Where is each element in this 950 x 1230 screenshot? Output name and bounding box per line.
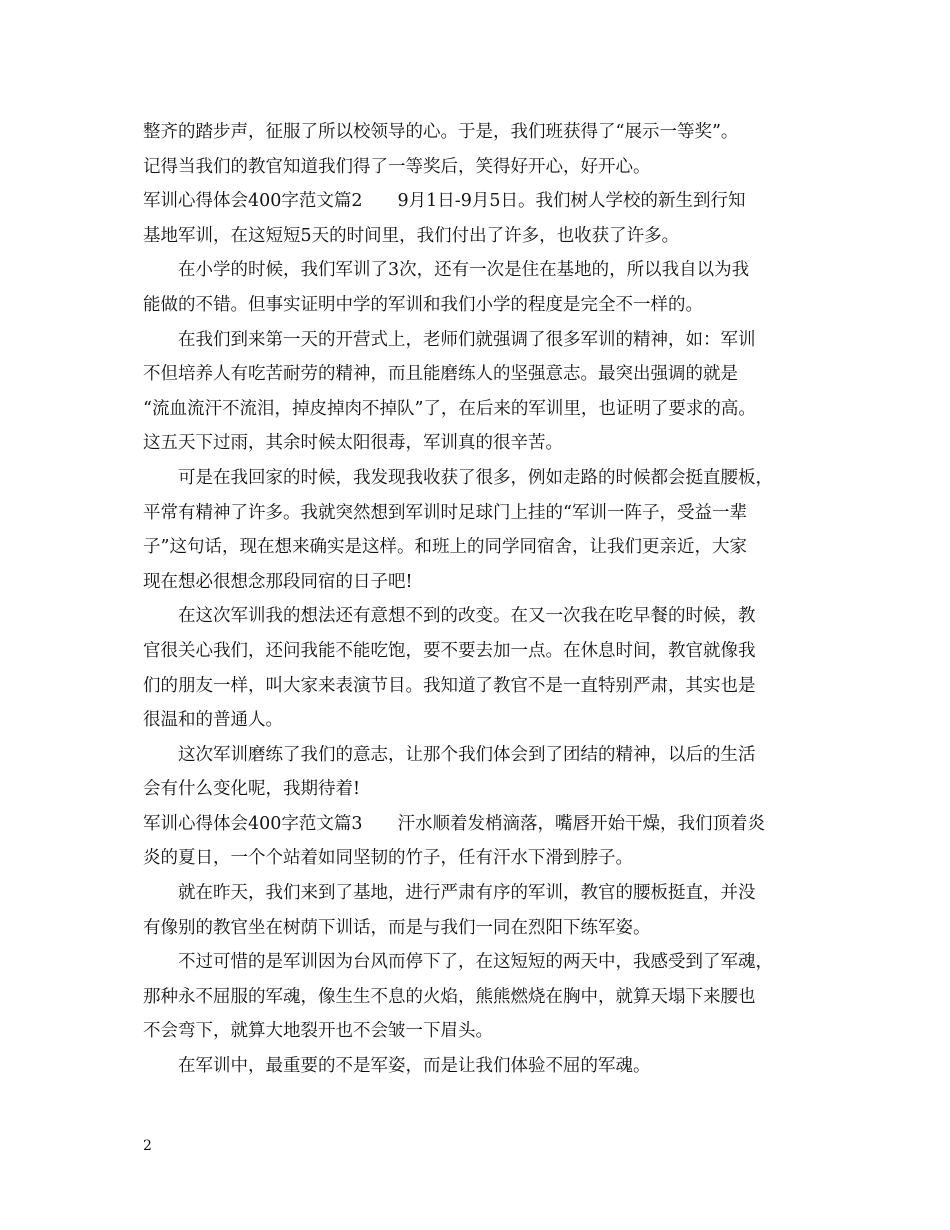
document-body [143,115,813,1084]
text-line: 有像别的教官坐在树荫下训话，而是与我们一同在烈阳下练军姿。 [143,917,651,938]
text-line: 就在昨天，我们来到了基地，进行严肃有序的军训，教官的腰板挺直，并没 [178,883,756,904]
text-line: 这次军训磨练了我们的意志，让那个我们体会到了团结的精神，以后的生活 [178,744,756,765]
text-line: 不会弯下，就算大地裂开也不会皱一下眉头。 [143,1021,493,1042]
text-line: 在军训中，最重要的不是军姿，而是让我们体验不屈的军魂。 [178,1056,651,1077]
text-line: “流血流汗不流泪，掉皮掉肉不掉队”了，在后来的军训里，也证明了要求的高。 [143,398,756,419]
text-line: 现在想必很想念那段同宿的日子吧! [143,571,413,592]
text-line: 炎的夏日，一个个站着如同坚韧的竹子，任有汗水下滑到脖子。 [143,848,633,869]
text-line: 很温和的普通人。 [143,710,283,731]
text-line: 们的朋友一样，叫大家来表演节目。我知道了教官不是一直特别严肃，其实也是 [143,675,756,696]
text-line: 在这次军训我的想法还有意想不到的改变。在又一次我在吃早餐的时候，教 [178,606,756,627]
text-line: 整齐的踏步声，征服了所以校领导的心。于是，我们班获得了“展示一等奖”。 [143,122,739,142]
text-line: 不过可惜的是军训因为台风而停下了，在这短短的两天中，我感受到了军魂， [178,952,773,973]
text-line: 这五天下过雨，其余时候太阳很毒，军训真的很辛苦。 [143,433,563,454]
text-line: 军训心得体会400字范文篇2 9月1日-9月5日。我们树人学校的新生到行知 [143,191,746,212]
text-line: 可是在我回家的时候，我发现我收获了很多，例如走路的时候都会挺直腰板， [178,467,773,488]
text-line: 平常有精神了许多。我就突然想到军训时足球门上挂的“军训一阵子，受益一辈 [143,502,747,523]
text-line: 官很关心我们，还问我能不能吃饱，要不要去加一点。在休息时间，教官就像我 [143,640,756,661]
text-line: 军训心得体会400字范文篇3 汗水顺着发梢滴落，嘴唇开始干燥，我们顶着炎 [143,813,766,834]
text-line: 在小学的时候，我们军训了3次，还有一次是住在基地的，所以我自以为我 [178,260,750,281]
text-line: 在我们到来第一天的开营式上，老师们就强调了很多军训的精神，如：军训 [178,329,756,350]
page-number: 2 [143,1138,152,1154]
text-line: 记得当我们的教官知道我们得了一等奖后，笑得好开心，好开心。 [143,156,651,177]
text-line: 会有什么变化呢，我期待着! [143,779,361,800]
text-line: 能做的不错。但事实证明中学的军训和我们小学的程度是完全不一样的。 [143,294,703,315]
text-line: 那种永不屈服的军魂，像生生不息的火焰，熊熊燃烧在胸中，就算天塌下来腰也 [143,986,756,1007]
text-line: 基地军训，在这短短5天的时间里，我们付出了许多，也收获了许多。 [143,225,680,246]
text-line: 不但培养人有吃苦耐劳的精神，而且能磨练人的坚强意志。最突出强调的就是 [143,364,738,385]
text-line: 子”这句话，现在想来确实是这样。和班上的同学同宿舍，让我们更亲近，大家 [143,537,747,558]
